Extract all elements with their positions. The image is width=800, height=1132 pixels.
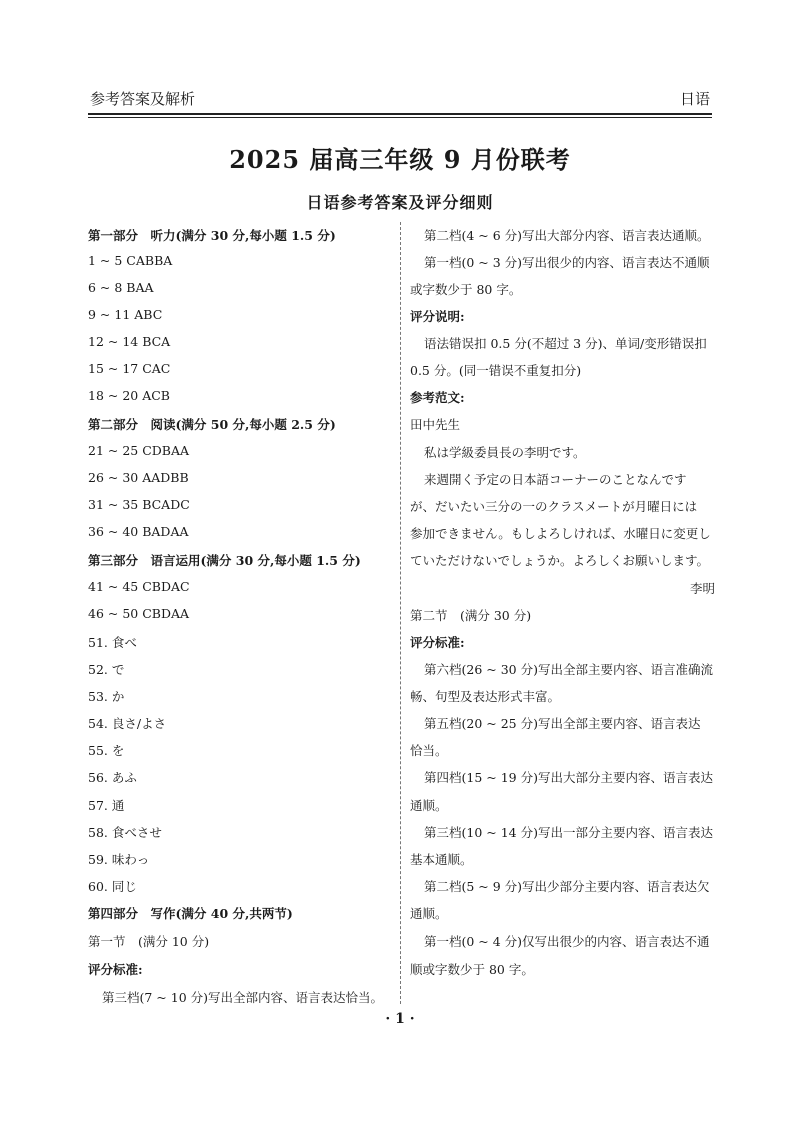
- answer-line: 1 ~ 5 CABBA: [88, 253, 173, 268]
- criteria-line: 畅、句型及表达形式丰富。: [410, 689, 561, 704]
- header-subject: 日语: [679, 90, 710, 108]
- notes-heading: 评分说明:: [410, 309, 465, 324]
- sample-line: 来週開く予定の日本語コーナーのことなんです: [424, 472, 687, 487]
- header-rule-thin: [88, 117, 712, 118]
- notes-line: 0.5 分。(同一错误不重复扣分): [410, 363, 582, 378]
- criteria-line: 第六档(26 ~ 30 分)写出全部主要内容、语言准确流: [424, 662, 713, 677]
- sample-salutation: 田中先生: [410, 417, 461, 432]
- answer-line: 26 ~ 30 AADBB: [88, 470, 189, 485]
- answer-line: 57. 通: [88, 798, 125, 813]
- answer-line: 36 ~ 40 BADAA: [88, 524, 189, 539]
- criteria-line: 第四档(15 ~ 19 分)写出大部分主要内容、语言表达: [424, 770, 713, 785]
- sample-line: 参加できません。もしよろしければ、水曜日に変更し: [410, 526, 711, 541]
- criteria-line: 基本通顺。: [410, 852, 473, 867]
- page-subtitle: 日语参考答案及评分细则: [306, 193, 494, 212]
- page-title: 2025 届高三年级 9 月份联考: [229, 145, 571, 174]
- subsection-heading: 第一节 (满分 10 分): [88, 934, 210, 949]
- answer-line: 12 ~ 14 BCA: [88, 334, 171, 349]
- criteria-heading: 评分标准:: [410, 635, 465, 650]
- header-left: 参考答案及解析: [90, 90, 196, 108]
- sample-line: ていただけないでしょうか。よろしくお願いします。: [410, 553, 710, 568]
- section-heading: 第三部分 语言运用(满分 30 分,每小题 1.5 分): [88, 553, 361, 568]
- answer-line: 18 ~ 20 ACB: [88, 388, 170, 403]
- criteria-line: 第五档(20 ~ 25 分)写出全部主要内容、语言表达: [424, 716, 701, 731]
- criteria-line: 通顺。: [410, 798, 448, 813]
- section-heading: 第二部分 阅读(满分 50 分,每小题 2.5 分): [88, 417, 336, 432]
- answer-line: 52. で: [88, 662, 125, 677]
- criteria-line: 第二档(5 ~ 9 分)写出少部分主要内容、语言表达欠: [424, 879, 710, 894]
- answer-line: 31 ~ 35 BCADC: [88, 497, 190, 512]
- answer-line: 21 ~ 25 CDBAA: [88, 443, 190, 458]
- section-heading: 第四部分 写作(满分 40 分,共两节): [88, 906, 293, 921]
- sample-heading: 参考范文:: [410, 390, 465, 405]
- answer-line: 41 ~ 45 CBDAC: [88, 579, 190, 594]
- answer-line: 58. 食べさせ: [88, 825, 162, 840]
- answer-line: 6 ~ 8 BAA: [88, 280, 154, 295]
- criteria-line: 或字数少于 80 字。: [410, 282, 522, 297]
- column-divider: [400, 222, 401, 1004]
- section-heading: 第一部分 听力(满分 30 分,每小题 1.5 分): [88, 228, 336, 243]
- criteria-line: 第三档(10 ~ 14 分)写出一部分主要内容、语言表达: [424, 825, 713, 840]
- criteria-line: 恰当。: [410, 743, 448, 758]
- notes-line: 语法错误扣 0.5 分(不超过 3 分)、单词/变形错误扣: [424, 336, 707, 351]
- criteria-line: 第一档(0 ~ 4 分)仅写出很少的内容、语言表达不通: [424, 934, 710, 949]
- answer-line: 51. 食べ: [88, 635, 137, 650]
- running-header: [88, 84, 712, 114]
- answer-line: 56. あふ: [88, 770, 137, 785]
- criteria-line: 顺或字数少于 80 字。: [410, 962, 534, 977]
- answer-line: 46 ~ 50 CBDAA: [88, 606, 190, 621]
- answer-line: 54. 良さ/よさ: [88, 716, 167, 731]
- subsection-heading: 第二节 (满分 30 分): [410, 608, 532, 623]
- answer-line: 15 ~ 17 CAC: [88, 361, 171, 376]
- sample-line: 私は学級委員長の李明です。: [424, 445, 586, 460]
- criteria-heading: 评分标准:: [88, 962, 143, 977]
- answer-line: 59. 味わっ: [88, 852, 150, 867]
- header-rule: [88, 113, 712, 115]
- criteria-line: 通顺。: [410, 906, 448, 921]
- answer-line: 53. か: [88, 689, 125, 704]
- criteria-line: 第二档(4 ~ 6 分)写出大部分内容、语言表达通顺。: [424, 228, 710, 243]
- page-number: · 1 ·: [385, 1011, 415, 1027]
- answer-line: 9 ~ 11 ABC: [88, 307, 163, 322]
- sample-line: が、だいたい三分の一のクラスメートが月曜日には: [410, 499, 698, 514]
- answer-line: 60. 同じ: [88, 879, 137, 894]
- answer-line: 55. を: [88, 743, 125, 758]
- criteria-line: 第一档(0 ~ 3 分)写出很少的内容、语言表达不通顺: [424, 255, 710, 270]
- criteria-line: 第三档(7 ~ 10 分)写出全部内容、语言表达恰当。: [102, 990, 384, 1005]
- sample-signature: 李明: [689, 581, 715, 596]
